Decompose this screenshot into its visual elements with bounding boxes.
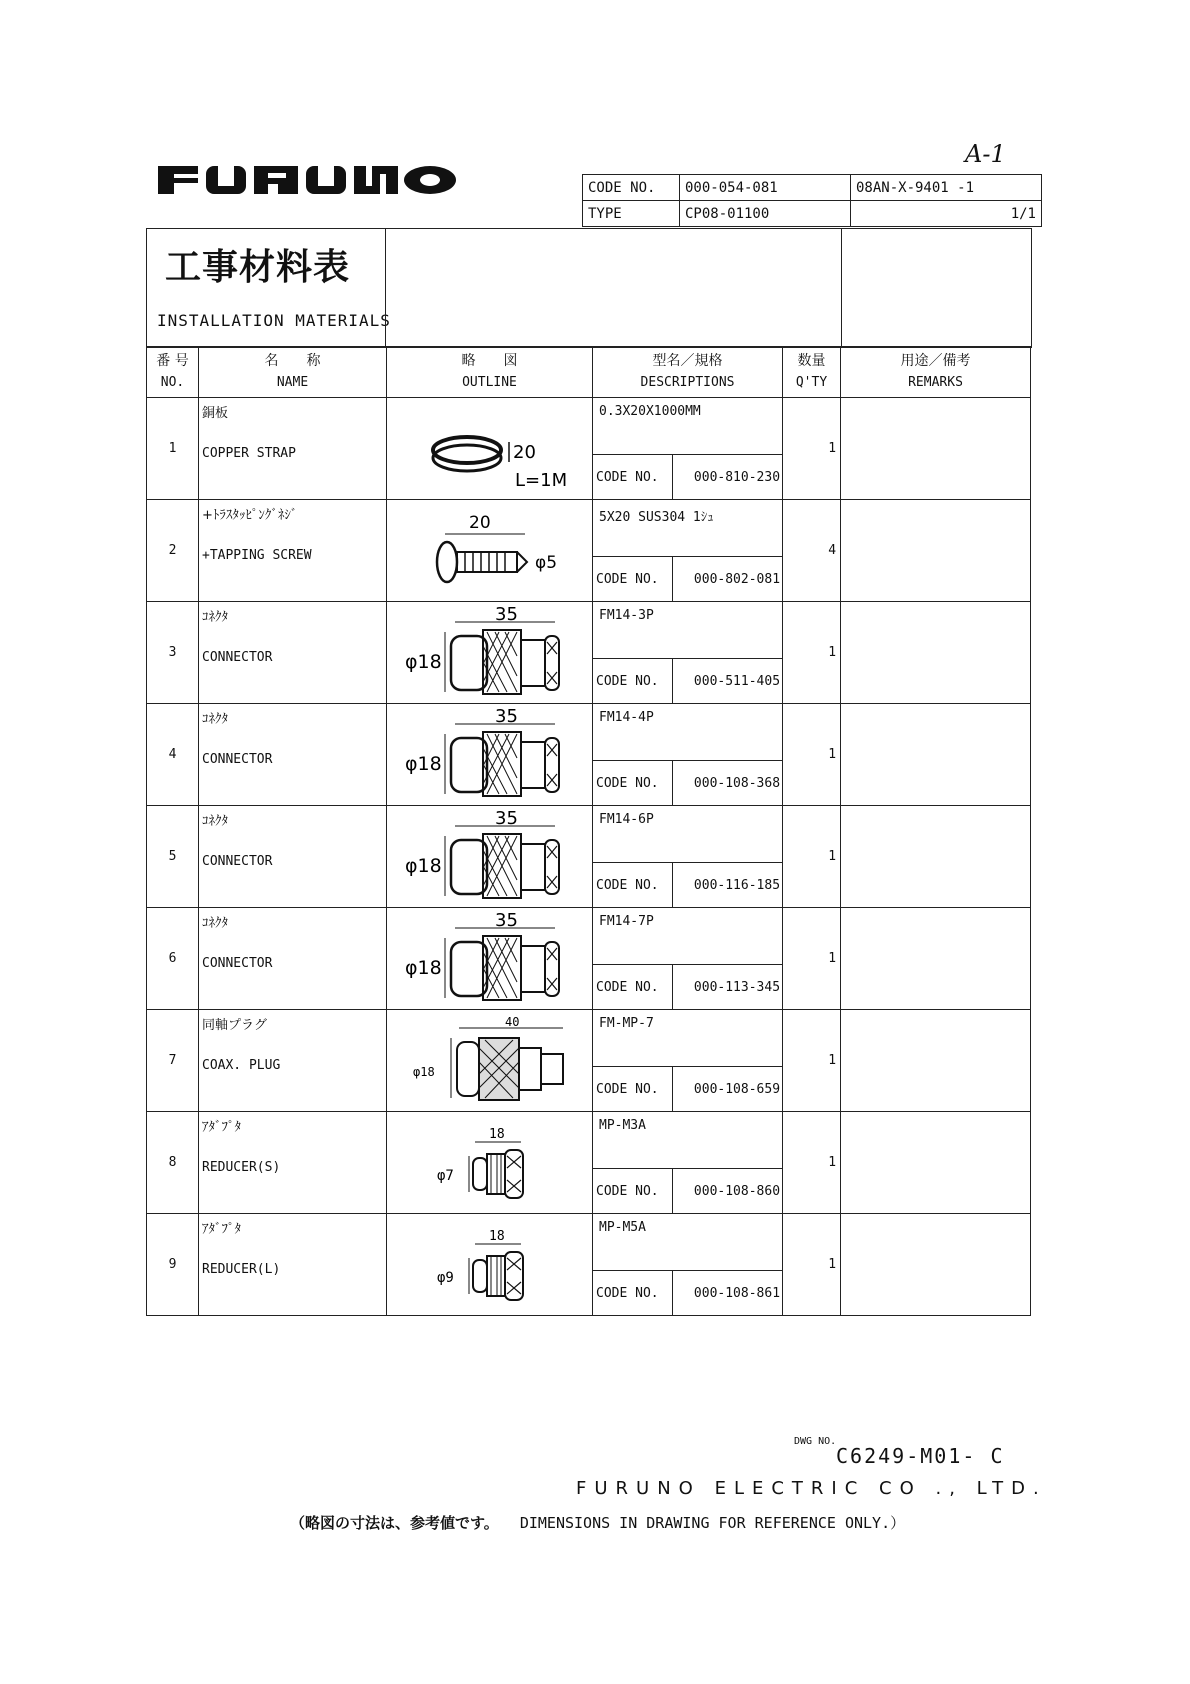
table-row: [147, 704, 1031, 761]
item-description: FM14-3P: [593, 602, 783, 659]
item-name-english: CONNECTOR: [202, 650, 273, 665]
dim-length: L=1M: [514, 469, 567, 491]
item-number: 4: [147, 704, 199, 806]
item-number: 3: [147, 602, 199, 704]
item-outline-drawing: [387, 806, 593, 908]
item-name: [199, 704, 387, 806]
table-row: [147, 1214, 1031, 1271]
item-remarks: [841, 1010, 1031, 1112]
item-quantity: 1: [783, 602, 841, 704]
item-remarks: [841, 602, 1031, 704]
table-row: [147, 602, 1031, 659]
table-row: [147, 398, 1031, 455]
item-remarks: [841, 1112, 1031, 1214]
item-description: FM14-6P: [593, 806, 783, 863]
item-number: 1: [147, 398, 199, 500]
item-code-label: CODE NO.: [593, 1271, 673, 1316]
item-name-english: CONNECTOR: [202, 854, 273, 869]
item-remarks: [841, 908, 1031, 1010]
item-name-japanese: ｱﾀﾞﾌﾟﾀ: [202, 1120, 241, 1135]
code-label: CODE NO.: [583, 175, 680, 201]
col-name: 名 称 NAME: [199, 347, 387, 398]
item-number: 9: [147, 1214, 199, 1316]
item-code-number: 000-810-230: [673, 455, 783, 500]
title-japanese: 工事材料表: [165, 247, 351, 288]
item-code-label: CODE NO.: [593, 1169, 673, 1214]
dim-length: 18: [488, 1228, 505, 1244]
item-code-number: 000-108-659: [673, 1067, 783, 1112]
title-divider: [385, 229, 386, 347]
item-outline-drawing: [387, 1010, 593, 1112]
item-name-english: REDUCER(L): [202, 1262, 281, 1277]
dim-length: 35: [494, 809, 518, 829]
item-code-label: CODE NO.: [593, 965, 673, 1010]
item-quantity: 1: [783, 1214, 841, 1316]
page-reference: A-1: [965, 140, 1006, 168]
item-number: 8: [147, 1112, 199, 1214]
table-row: [147, 806, 1031, 863]
col-qty: 数量 Q'TY: [783, 347, 841, 398]
item-name-english: COAX. PLUG: [202, 1058, 281, 1073]
footnote: [290, 1512, 905, 1533]
item-name-japanese: 銅板: [202, 406, 229, 421]
item-code-label: CODE NO.: [593, 455, 673, 500]
dim-length: 35: [494, 605, 518, 625]
item-name-japanese: ｺﾈｸﾀ: [202, 814, 228, 829]
item-name: [199, 500, 387, 602]
dim-length: 40: [504, 1014, 519, 1029]
dim-diameter: φ18: [404, 650, 442, 673]
table-header-row: [147, 347, 1031, 398]
item-name: [199, 602, 387, 704]
item-name: [199, 908, 387, 1010]
dim-length: 35: [494, 911, 518, 931]
item-quantity: 4: [783, 500, 841, 602]
dim-diameter: φ18: [412, 1064, 435, 1079]
dim-diameter: φ18: [404, 752, 442, 775]
type-label: TYPE: [583, 201, 680, 227]
footnote-english: DIMENSIONS IN DRAWING FOR REFERENCE ONLY.）: [519, 1514, 906, 1532]
type-value: CP08-01100: [680, 201, 851, 227]
item-outline-drawing: [387, 398, 593, 500]
item-name: [199, 1010, 387, 1112]
col-remarks: 用途／備考 REMARKS: [841, 347, 1031, 398]
dim-length: 35: [494, 707, 518, 727]
item-code-label: CODE NO.: [593, 761, 673, 806]
col-descriptions: 型名／規格 DESCRIPTIONS: [593, 347, 783, 398]
footnote-japanese: （略図の寸法は、参考値です。: [290, 1514, 499, 1532]
item-description: 0.3X20X1000MM: [593, 398, 783, 455]
item-code-label: CODE NO.: [593, 1067, 673, 1112]
company-name: FURUNO ELECTRIC CO ., LTD.: [576, 1478, 1047, 1499]
table-row: [147, 500, 1031, 557]
item-name-english: +TAPPING SCREW: [202, 548, 312, 563]
item-quantity: 1: [783, 908, 841, 1010]
item-remarks: [841, 1214, 1031, 1316]
item-name-japanese: ｺﾈｸﾀ: [202, 610, 228, 625]
item-name-english: REDUCER(S): [202, 1160, 281, 1175]
item-description: FM-MP-7: [593, 1010, 783, 1067]
title-block: [146, 228, 1032, 348]
item-name: [199, 398, 387, 500]
dim-width: 20: [512, 441, 536, 463]
item-name-japanese: ｱﾀﾞﾌﾟﾀ: [202, 1222, 241, 1237]
item-number: 7: [147, 1010, 199, 1112]
item-code-number: 000-108-860: [673, 1169, 783, 1214]
item-code-number: 000-108-368: [673, 761, 783, 806]
item-name-english: CONNECTOR: [202, 956, 273, 971]
item-number: 2: [147, 500, 199, 602]
item-outline-drawing: [387, 602, 593, 704]
item-remarks: [841, 500, 1031, 602]
dim-diameter: φ5: [534, 552, 557, 573]
item-remarks: [841, 398, 1031, 500]
item-code-number: 000-511-405: [673, 659, 783, 704]
code-value: 000-054-081: [680, 175, 851, 201]
dim-diameter: φ18: [404, 854, 442, 877]
dim-diameter: φ7: [436, 1167, 454, 1184]
dwg-number: C6249-M01- C: [836, 1444, 1005, 1468]
col-outline: 略 図 OUTLINE: [387, 347, 593, 398]
item-code-number: 000-108-861: [673, 1271, 783, 1316]
item-description: MP-M5A: [593, 1214, 783, 1271]
table-row: [147, 1010, 1031, 1067]
dim-diameter: φ18: [404, 956, 442, 979]
dim-length: 20: [468, 512, 491, 533]
item-remarks: [841, 704, 1031, 806]
item-outline-drawing: [387, 908, 593, 1010]
item-name: [199, 1112, 387, 1214]
item-description: FM14-7P: [593, 908, 783, 965]
item-outline-drawing: [387, 500, 593, 602]
item-description: 5X20 SUS304 1ｼｭ: [593, 500, 783, 557]
item-code-number: 000-113-345: [673, 965, 783, 1010]
item-code-number: 000-116-185: [673, 863, 783, 908]
item-quantity: 1: [783, 806, 841, 908]
materials-table: [146, 346, 1031, 1316]
item-description: FM14-4P: [593, 704, 783, 761]
furuno-logo: [158, 166, 458, 194]
item-name: [199, 1214, 387, 1316]
doc-number: 08AN-X-9401 -1: [851, 175, 1042, 201]
title-divider: [841, 229, 842, 347]
item-code-label: CODE NO.: [593, 557, 673, 602]
item-name-japanese: ｺﾈｸﾀ: [202, 916, 228, 931]
item-quantity: 1: [783, 1112, 841, 1214]
item-number: 5: [147, 806, 199, 908]
dim-length: 18: [488, 1126, 505, 1142]
sheet-number: 1/1: [851, 201, 1042, 227]
item-name-japanese: +ﾄﾗｽﾀｯﾋﾟﾝｸﾞﾈｼﾞ: [202, 508, 298, 523]
item-outline-drawing: [387, 1214, 593, 1316]
item-name-japanese: ｺﾈｸﾀ: [202, 712, 228, 727]
item-remarks: [841, 806, 1031, 908]
dim-diameter: φ9: [436, 1269, 454, 1286]
item-quantity: 1: [783, 398, 841, 500]
col-no: 番 号 NO.: [147, 347, 199, 398]
item-outline-drawing: [387, 1112, 593, 1214]
item-name-english: COPPER STRAP: [202, 446, 296, 461]
item-quantity: 1: [783, 1010, 841, 1112]
item-number: 6: [147, 908, 199, 1010]
table-row: [147, 908, 1031, 965]
item-description: MP-M3A: [593, 1112, 783, 1169]
dwg-label: DWG NO.: [794, 1436, 837, 1447]
item-code-label: CODE NO.: [593, 659, 673, 704]
item-code-number: 000-802-081: [673, 557, 783, 602]
item-code-label: CODE NO.: [593, 863, 673, 908]
item-outline-drawing: [387, 704, 593, 806]
table-row: [147, 1112, 1031, 1169]
title-english: INSTALLATION MATERIALS: [157, 311, 391, 330]
item-name: [199, 806, 387, 908]
item-name-japanese: 同軸プラグ: [202, 1018, 268, 1033]
item-name-english: CONNECTOR: [202, 752, 273, 767]
header-code-table: [582, 174, 1042, 227]
item-quantity: 1: [783, 704, 841, 806]
